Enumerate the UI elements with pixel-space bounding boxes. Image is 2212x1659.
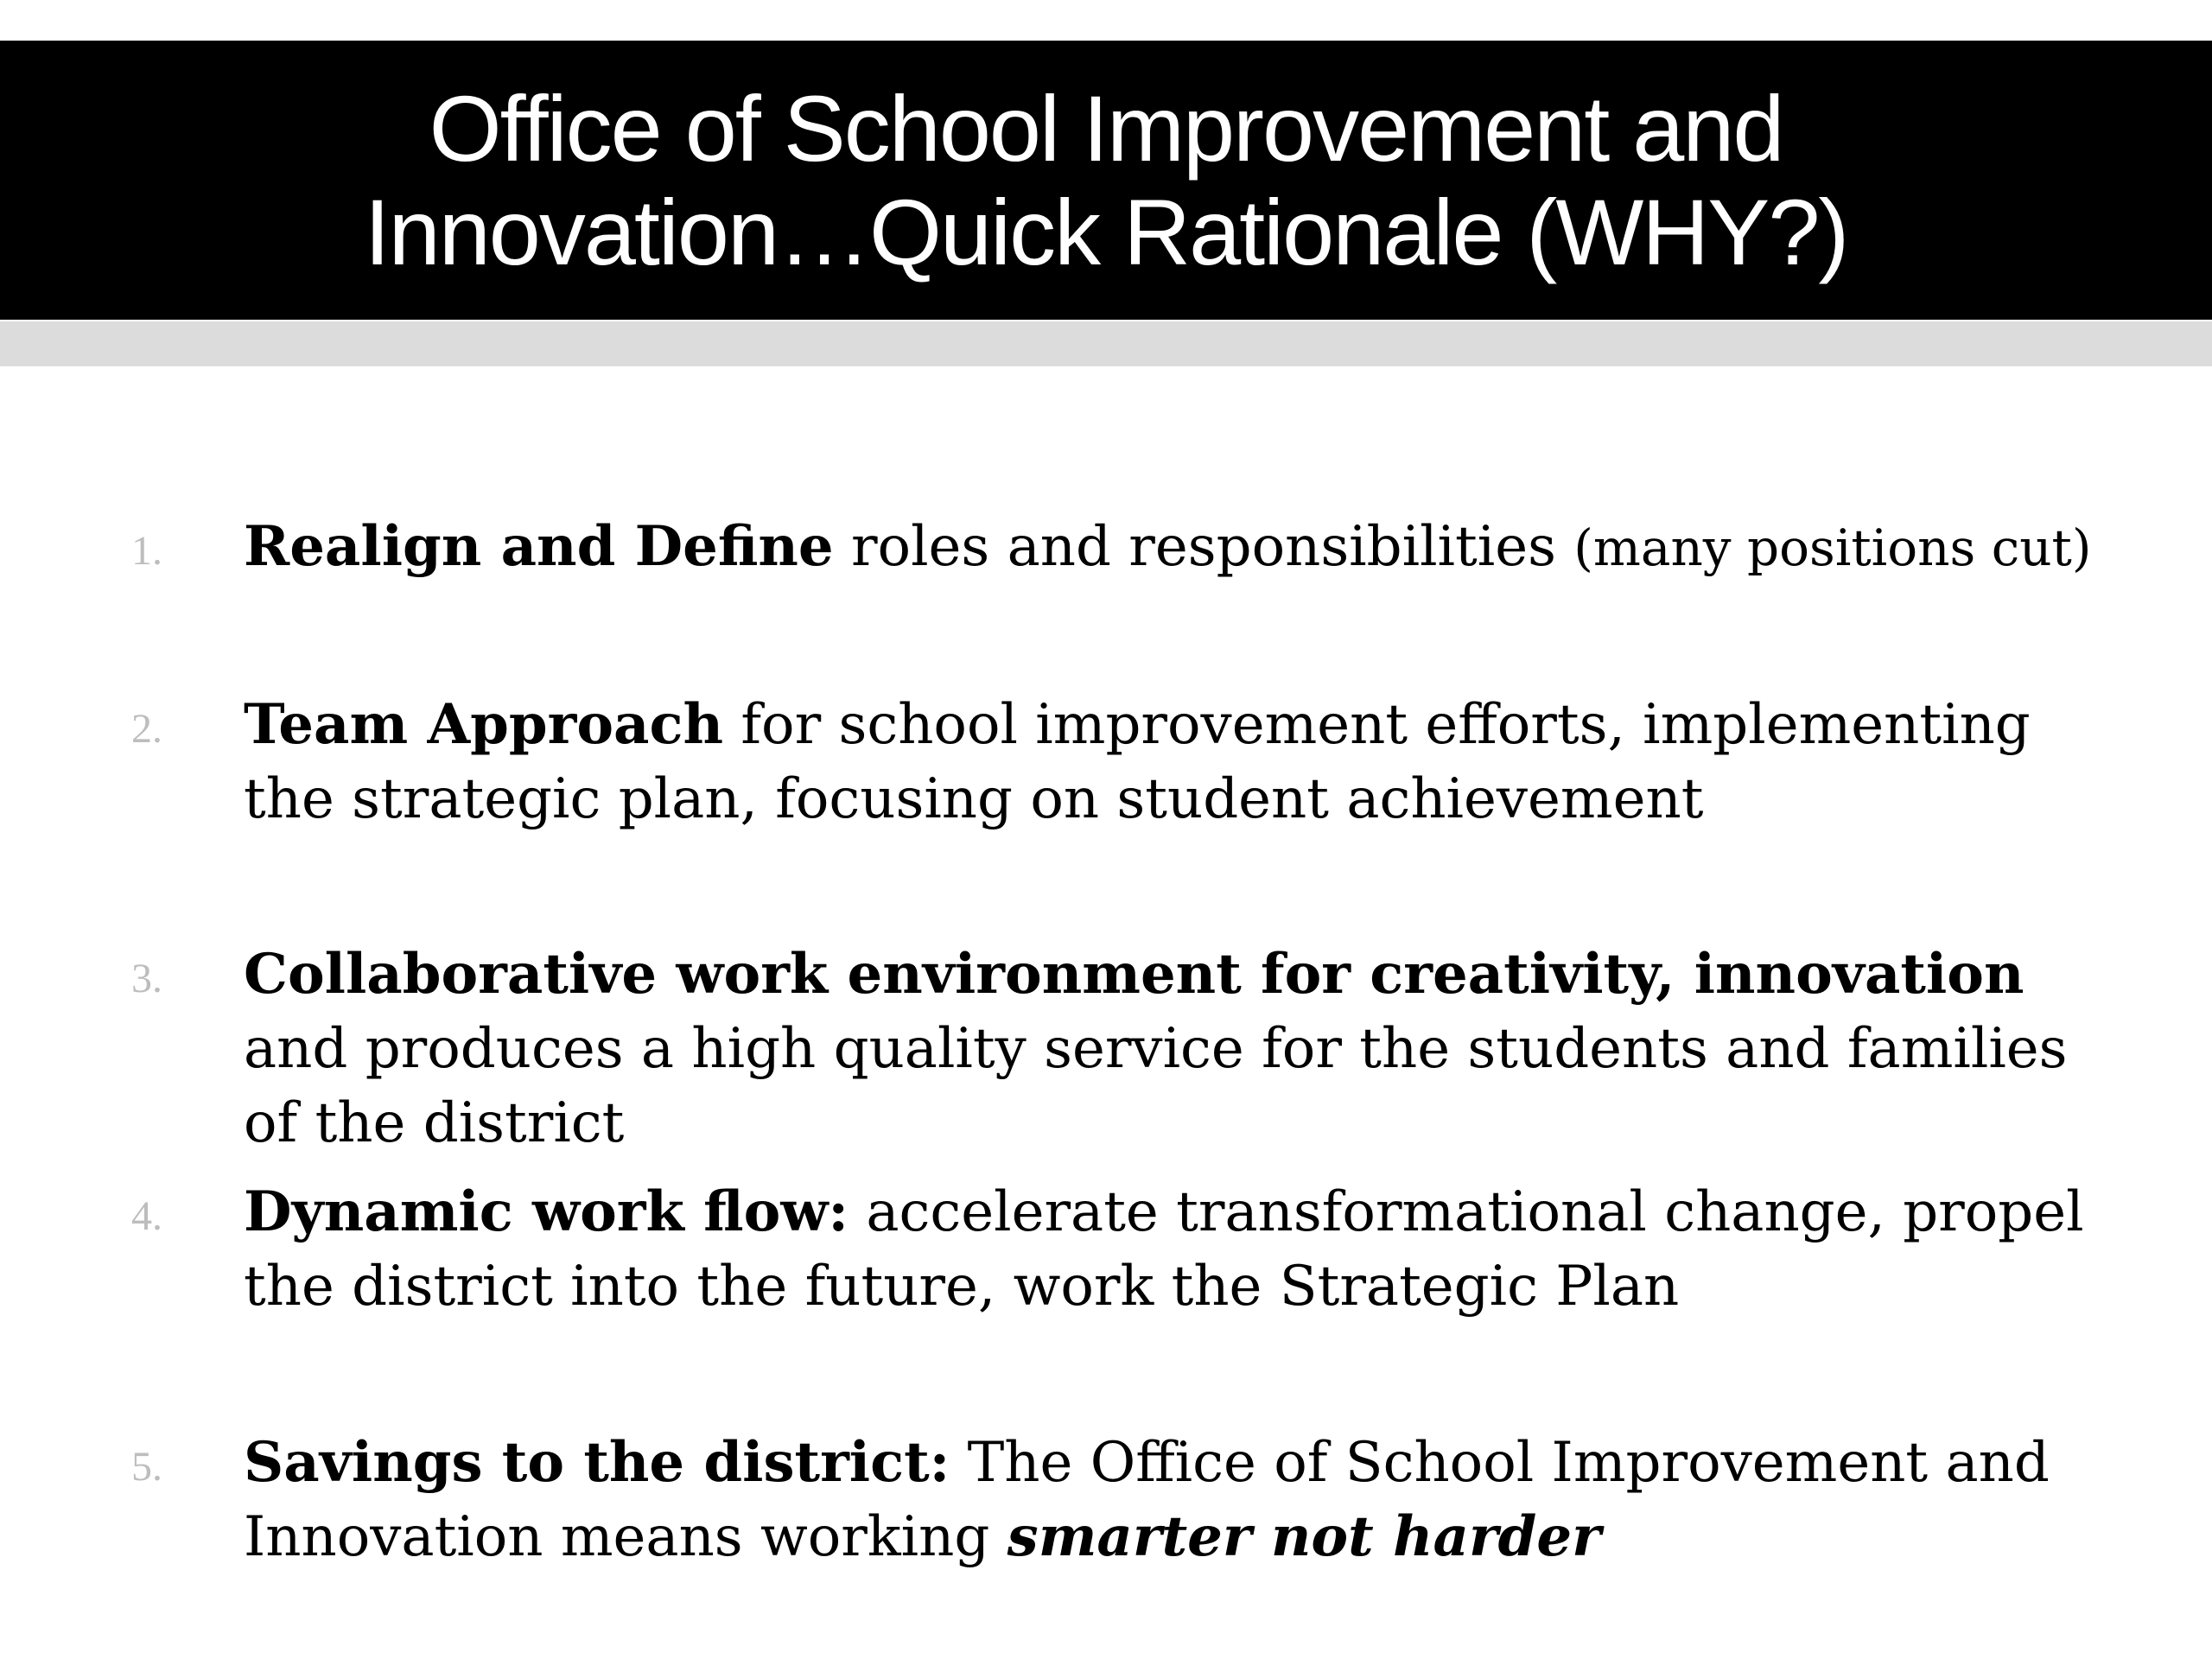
list-item-bold-lead: Team Approach [244, 692, 723, 757]
list-item-body: accelerate transformational change, propel the district into the future, work the Strategic Plan [244, 1180, 2084, 1319]
slide-title-line-2: Innovation…Quick Rationale (WHY?) [364, 179, 1848, 284]
list-item-text [244, 510, 2093, 585]
list-item-bold-lead: Collaborative work environment for creativity, innovation [244, 942, 2024, 1007]
list-item-text [244, 688, 2093, 836]
list-item-number: 2. [131, 706, 162, 752]
list-item-body: and produces a high quality service for the students and families of the district [244, 1017, 2068, 1155]
list-item-text [244, 938, 2093, 1160]
list-item-number: 5. [131, 1444, 162, 1490]
list-item-text [244, 1426, 2093, 1574]
list-item-text [244, 1175, 2093, 1324]
slide-title-line-1: Office of School Improvement and [429, 75, 1783, 181]
list-item-body: for school improvement efforts, implementing the strategic plan, focusing on student achievement [244, 693, 2031, 831]
list-item-number: 3. [131, 956, 162, 1001]
list-item-number: 1. [131, 528, 162, 574]
list-item-bold-lead: Savings to the district: [244, 1430, 950, 1495]
list-item-number: 4. [131, 1193, 162, 1239]
list-item-emphasis: smarter not harder [1007, 1504, 1601, 1569]
list-item-bold-lead: Realign and Define [244, 514, 834, 579]
list-item-note: (many positions cut) [1573, 518, 2092, 577]
list-item-body: roles and responsibilities [833, 515, 1574, 579]
list-item-body: The Office of School Improvement and Innovation means working [244, 1431, 2050, 1569]
list-item-bold-lead: Dynamic work flow: [244, 1179, 849, 1244]
